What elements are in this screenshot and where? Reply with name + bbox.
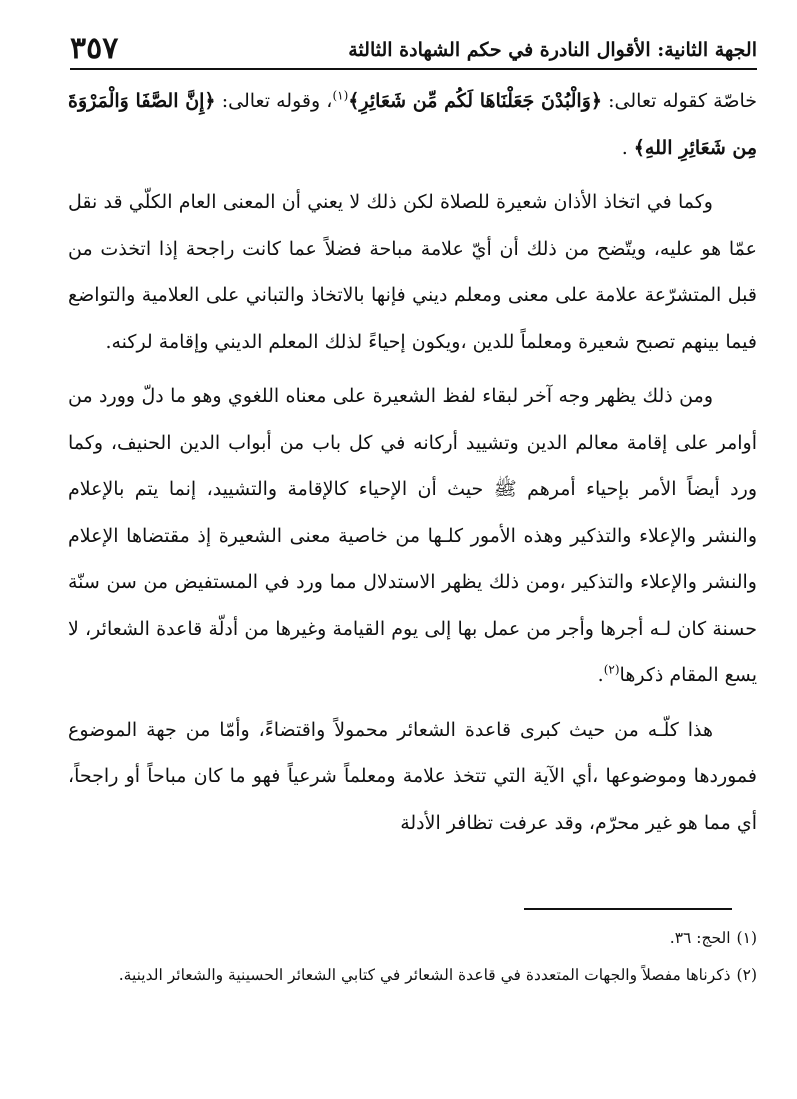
running-title: الجهة الثانية: الأقوال النادرة في حكم الشهادة الثالثة xyxy=(348,39,757,62)
main-text xyxy=(68,78,757,854)
footnote-2-text: ذكرناها مفصلاً والجهات المتعددة في قاعدة الشعائر في كتابي الشعائر الحسينية والشعائر الدينية. xyxy=(118,966,731,984)
quran-verse-1: ﴿وَالْبُدْنَ جَعَلْنَاهَا لَكُم مِّن شَعَائِرِ﴾ xyxy=(348,90,603,112)
quran-verse-2: ﴿إِنَّ الصَّفَا وَالْمَرْوَةَ مِن شَعَائِرِ اللهِ﴾ xyxy=(68,90,757,159)
footnote-2 xyxy=(68,959,757,992)
page-number: ٣٥٧ xyxy=(70,31,119,66)
header-rule xyxy=(70,68,757,70)
paragraph-2: وكما في اتخاذ الأذان شعيرة للصلاة لكن ذلك لا يعني أن المعنى العام الكلّي قد نقل عمّا هو عليه، ويتّضح من ذلك أن أيّ علامة مباحة فضلاً عما كانت راجحة إذا اتخذت من قبل المتشرّعة علامة على معنى ومعلم ديني فإنها بالاتخاذ والتباني على العلامية والتواضع فيما بينهم تصبح شعيرة ومعلماً للدين ،ويكون إحياءً لذلك المعلم الديني وإقامة لركنه. xyxy=(68,191,757,353)
page-header xyxy=(70,22,757,66)
footnote-2-number: (٢) xyxy=(736,966,757,984)
footnote-ref-2[interactable]: (٢) xyxy=(603,662,620,677)
footnote-1 xyxy=(68,922,757,955)
footnote-separator xyxy=(524,908,732,910)
footnotes xyxy=(68,922,757,996)
paragraph-3-end: . xyxy=(597,664,604,686)
paragraph-1-intro: خاصّة كقوله تعالى: xyxy=(602,90,757,112)
paragraph-1 xyxy=(68,78,757,171)
paragraph-4: هذا كلّـه من حيث كبرى قاعدة الشعائر محمولاً واقتضاءً، وأمّا من جهة الموضوع فموردها وموضوعها ،أي الآية التي تتخذ علامة ومعلماً شرعياً فهو ما كان مباحاً أو راجحاً، أي مما هو غير محرّم، وقد عرفت تظافر الأدلة xyxy=(68,718,757,834)
paragraph-3 xyxy=(68,373,757,699)
footnote-ref-1[interactable]: (١) xyxy=(332,88,349,103)
paragraph-1-middle: ، وقوله تعالى: xyxy=(215,90,333,112)
paragraph-3-text: ومن ذلك يظهر وجه آخر لبقاء لفظ الشعيرة على معناه اللغوي وهو ما دلّ وورد من أوامر على إقامة معالم الدين وتشييد أركانه في كل باب من أبواب الدين الحنيف، وكما ورد أيضاً الأمر بإحياء أمرهم ﷺ حيث أن الإحياء كالإقامة والتشييد، إنما يتم بالإعلام والنشر والإعلاء والتذكير وهذه الأمور كلـها من خاصية معنى الشعيرة إذ مقتضاها الإعلام والنشر والإعلاء والتذكير ،ومن ذلك يظهر الاستدلال مما ورد في المستفيض من سن سنّة حسنة كان لـه أجرها وأجر من عمل بها إلى يوم القيامة وغيرها من أدلّة قاعدة الشعائر، لا يسع المقام ذكرها xyxy=(68,385,757,686)
footnote-1-number: (١) xyxy=(736,929,757,947)
paragraph-1-end: . xyxy=(621,136,634,159)
footnote-1-text: الحج: ٣٦. xyxy=(669,929,731,947)
